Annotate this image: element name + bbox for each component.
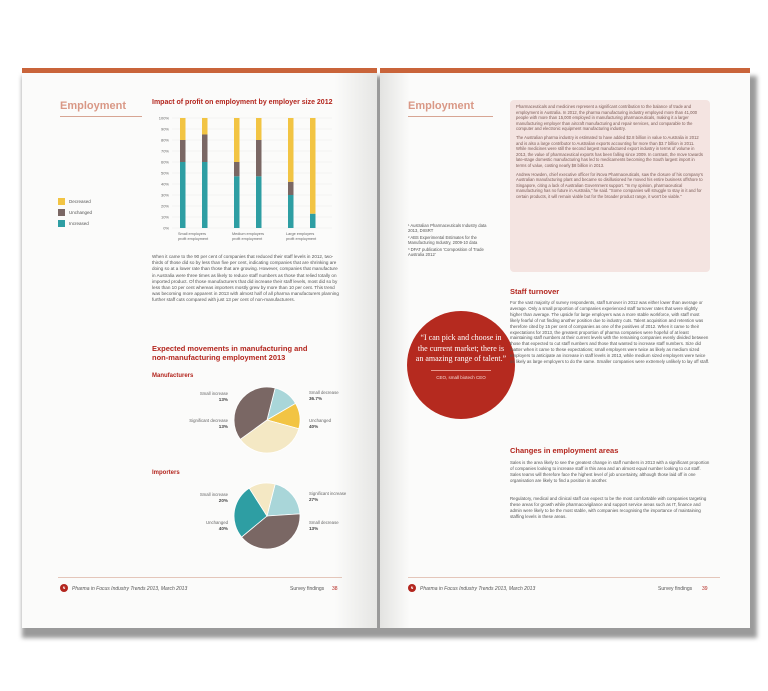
x-category-label: Medium employers (232, 232, 265, 236)
movements-title-line-2: non-manufacturing employment 2013 (152, 353, 286, 362)
footer-section: Survey findings (658, 586, 693, 592)
y-tick-label: 90% (160, 126, 169, 132)
y-tick-label: 70% (160, 148, 169, 154)
bar-segment-increased (202, 162, 208, 228)
footnote-text: DFAT publication 'Composition of Trade Australia 2012' (408, 247, 484, 257)
info-paragraph: Pharmaceuticals and medicines represent a significant contribution to the balance of trade and employment in Australia. In 2012, the pharma manufacturing industry employed more than 41,000 people with more than 15,000 employed in manufacturing pharmaceuticals, making it a larger manufacturing employer than aircraft manufacturing and repair services, and comparable to the computer and electronic equipment manufacturing industry. (516, 104, 698, 132)
y-tick-label: 50% (160, 170, 169, 176)
y-tick-label: 10% (160, 214, 169, 220)
x-category-label: Large employers (286, 232, 315, 236)
bar-segment-decreased (180, 118, 186, 140)
page-edge (22, 68, 377, 73)
legend-swatch (58, 198, 65, 205)
pie-slice-label: Unchanged (309, 418, 331, 423)
legend-label: Increased (69, 221, 89, 226)
bar-segment-unchanged (288, 182, 294, 195)
y-tick-label: 30% (160, 192, 169, 198)
bar-segment-unchanged (180, 140, 186, 162)
y-tick-label: 0% (163, 225, 169, 231)
footnote-text: ABS Experimental Estimates for the Manufacturing Industry, 2009-10 data (408, 235, 478, 245)
right-page (380, 68, 750, 628)
y-tick-label: 20% (160, 203, 169, 209)
importers-heading: Importers (152, 470, 180, 476)
x-category-label: Small employers (178, 232, 207, 236)
y-tick-label: 100% (158, 115, 169, 121)
footnote (408, 223, 488, 233)
x-category-label: profit employment (178, 237, 209, 241)
footnote (408, 247, 488, 257)
pie-slice-label: Small decrease (309, 390, 339, 395)
x-category-label: profit employment (286, 237, 317, 241)
bar-chart-legend (58, 198, 92, 227)
footnote-marker: ³ (408, 247, 411, 252)
bar-segment-increased (288, 195, 294, 228)
legend-label: Unchanged (69, 210, 93, 215)
footer-rule (408, 577, 720, 578)
pie-slice-label: Significant increase (309, 491, 347, 496)
bar-segment-decreased (234, 118, 240, 162)
info-box (510, 100, 710, 272)
info-paragraph: Andrew Howden, chief executive officer for iNova Pharmaceuticals, saw the closure of his company's Australian manufacturing plant and became so disillusioned he moved his entire business offshore to Singapore, citing a lack of Australian Government support. "In my opinion, pharmaceutical manufacturing has no future in Australia," he said. "Some companies will struggle to stay in it and for certain products, it will remain viable but for the broader product range, it won't be viable." (516, 171, 703, 199)
pull-quote-circle (407, 311, 515, 419)
section-title: Employment (60, 100, 127, 112)
bar-segment-decreased (256, 118, 262, 140)
bar-segment-increased (180, 162, 186, 228)
legend-item-increased (58, 220, 92, 227)
footnotes (408, 223, 488, 257)
pie-slice-label: Small decrease (309, 520, 339, 525)
footnote-marker: ¹ (408, 223, 411, 228)
body-paragraph: When it came to the 90 per cent of companies that reduced their staff levels in 2012, two-thirds of those did so by less than five per cent, indicating companies that are shrinking are doing so at a lower rate than those that are growing. However, companies that manufacture in Australia were three times as likely to reduce staff numbers as those that relied totally on imported product. Of those manufacturers that did increase their staff levels, most did so by less than 10 per cent whereas importers mostly grew by more than 10 per cent. This trend was becoming more apparent in 2013 with almost half of all pharma manufacturers planning further staff cuts compared with just 13 per cent of non-manufacturers. (152, 254, 339, 303)
bar-segment-increased (234, 176, 240, 228)
footnote-marker: ² (408, 235, 411, 240)
legend-item-unchanged (58, 209, 92, 216)
footnote-text: Australian Pharmaceuticals Industry data 2013, DIISRT (408, 223, 487, 233)
manufacturers-pie-chart (172, 374, 362, 464)
importers-pie-chart (172, 470, 362, 560)
page-number: 39 (702, 586, 708, 592)
pie-slice-value: 27% (309, 497, 319, 502)
bar-segment-unchanged (256, 140, 262, 176)
page-edge (380, 68, 750, 73)
footnote (408, 235, 488, 245)
pie-slice-label: Unchanged (206, 520, 228, 525)
pie-slice-value: 13% (309, 526, 319, 531)
legend-swatch (58, 220, 65, 227)
footer-publication: Pharma in Focus Industry Trends 2013, March 2013 (72, 586, 188, 592)
footer-rule (58, 577, 342, 578)
staff-turnover-text: For the vast majority of survey respondents, staff turnover in 2012 was either lower than average or average. Only a small proportion of companies experienced staff turnover rates that were slightly higher than average. The upside for large employers was a more stable workforce, with staff most likely fearful of not finding another position due to industry cuts. Talent acquisition and retention was therefore cited by 15 per cent of companies as one of the positives of 2012. When it came to their expectations for 2013, the greatest proportion of pharma companies were hopeful of at least maintaining staff numbers at their current levels with the remaining companies evenly divided between those that expected to cut staff numbers and those that wanted to increase staff numbers. Size did matter when it came to these expectations; small employers were twice as likely as medium sized employers to anticipate an increase in staff levels in 2013, while medium sized employers were twice as likely as large employers to do the same. Smaller companies were extremely unlikely to lay off staff. (510, 300, 710, 365)
manufacturers-heading: Manufacturers (152, 373, 194, 379)
pie-slice-label: Small increase (199, 391, 228, 396)
info-paragraph: The Australian pharma industry is estimated to have added $2.8 billion in value to Australia in 2012 and is also a large contributor to Australian exports accounting for more than $3.7 billion in 2011. While medicines were still the second largest manufactured export industry in terms of volume in 2013, the value of pharmaceutical exports has been falling since 2009. In contrast, the move towards late-stage domestic manufacturing has led to medicaments becoming the South largest import in terms of value, costing nearly $8 billion in 2013. (516, 134, 703, 168)
pie-slice-value: 20% (218, 498, 228, 503)
page-number: 38 (332, 586, 338, 592)
kpmg-logo-icon: N (60, 584, 68, 592)
pie-slice-value: 13% (218, 397, 228, 402)
footer-section: Survey findings (290, 586, 325, 592)
changes-paragraph: Regulatory, medical and clinical staff can expect to be the most comfortable with companies targeting these areas for growth while pharmacovigilance and support service areas such as IT, finance and admin were likely to be the most stable, with companies recognising the importance of maintaining staffing levels in these areas. (510, 496, 707, 519)
pie-slice-value: 40% (309, 424, 319, 429)
legend-item-decreased (58, 198, 92, 205)
bar-segment-decreased (288, 118, 294, 182)
bar-segment-increased (256, 176, 262, 228)
footer-publication: Pharma in Focus Industry Trends 2013, March 2013 (420, 586, 536, 592)
pie-slice-label: Small increase (199, 492, 228, 497)
pie-slice-value: 13% (218, 424, 228, 429)
bar-segment-decreased (310, 118, 316, 214)
pull-quote-attribution: CEO, small biotech CEO (436, 374, 486, 380)
pie-slice-label: Significant decrease (189, 418, 228, 423)
changes-heading: Changes in employment areas (510, 446, 619, 455)
report-spread (22, 68, 750, 628)
legend-swatch (58, 209, 65, 216)
kpmg-logo-icon: N (408, 584, 416, 592)
y-tick-label: 80% (160, 137, 169, 143)
left-page (22, 68, 377, 628)
section-rule (408, 116, 493, 117)
bar-segment-decreased (202, 118, 208, 135)
pie-slice-value: 40% (218, 526, 228, 531)
x-category-label: profit employment (232, 237, 263, 241)
bar-chart-title: Impact of profit on employment by employer size 2012 (152, 99, 333, 106)
movements-title-line-1: Expected movements in manufacturing and (152, 344, 308, 353)
pull-quote-text: “I can pick and choose in the current market; there is an amazing range of talent.” (415, 333, 507, 363)
quote-divider (431, 370, 491, 371)
bar-segment-unchanged (202, 135, 208, 163)
bar-segment-increased (310, 214, 316, 228)
legend-label: Decreased (69, 199, 91, 204)
y-tick-label: 40% (160, 181, 169, 187)
section-rule (60, 116, 142, 117)
pie-slice-value: 36.7% (309, 396, 323, 401)
section-title: Employment (408, 100, 475, 112)
bar-chart (150, 110, 335, 250)
bar-segment-unchanged (234, 162, 240, 176)
y-tick-label: 60% (160, 159, 169, 165)
changes-paragraph: Sales is the area likely to see the greatest change in staff numbers in 2013 with a significant proportion of companies looking to increase staff in this area and an almost equal number looking to cut staff. Sales teams will therefore face the highest level of job uncertainty, although those laid off in one organisation are likely to find a position in another. (510, 460, 710, 483)
staff-turnover-heading: Staff turnover (510, 287, 560, 296)
